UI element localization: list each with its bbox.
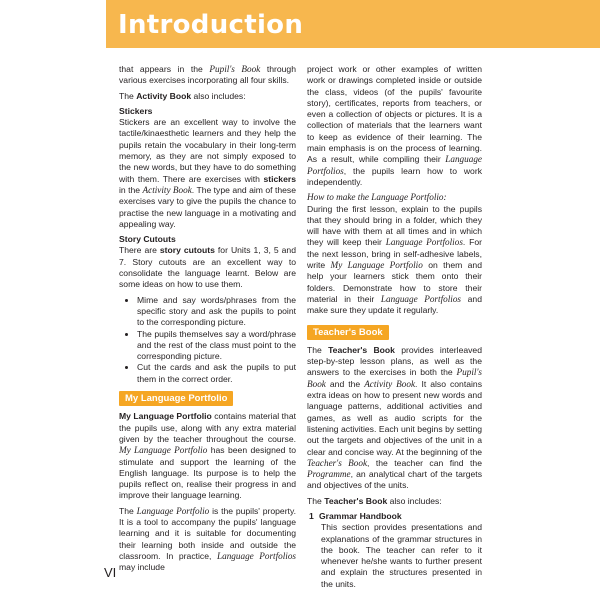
page-title: Introduction <box>118 10 304 40</box>
teachers-book-paragraph: The Teacher's Book provides interleaved step-by-step lesson plans, as well as the answers to the exercises in both the Pupil's Book and the Activity Book. It also contains extra ideas on how to present new words and language patterns, additional activities and games, as well as audio scripts for the listening activities. Each unit begins by setting out the targets and objectives of the unit in a clear and concise way. At the beginning of the Teacher's Book, the teacher can find the Programme, an analytical chart of the targets and objectives of the units. <box>307 344 482 491</box>
my-language-portfolio-paragraph: My Language Portfolio contains material that the pupils use, along with any extra material given by the teacher throughout the course. My Language Portfolio has been designed to stimulate and support the learning of the English language. Its purpose is to help the pupils reflect on, realise their progress in and improve their language learning. <box>119 411 296 501</box>
story-cutouts-list <box>119 295 296 385</box>
grammar-handbook-title: 1 Grammar Handbook <box>309 510 402 521</box>
language-portfolio-paragraph: The Language Portfolio is the pupils' property. It is a tool to accompany the pupils' language learning and it is suitable for documenting their learning both inside and outside the classroom. In practice, Language Portfolios may include <box>119 505 296 573</box>
left-column <box>119 64 296 577</box>
teachers-book-list <box>307 511 482 590</box>
teachers-book-heading: Teacher's Book <box>307 325 389 340</box>
stickers-paragraph: Stickers are an excellent way to involve the tactile/kinaesthetic learners and they help the pupils retain the vocabulary in their long-term memory, as they are not simply exposed to the new words, but they have to do something with them. There are exercises with stickers in the Activity Book. The type and aim of these exercises vary to give the pupils the chance to practise the new language in a motivating and appealing way. <box>119 117 296 229</box>
right-column <box>307 64 482 590</box>
how-to-make-title: How to make the Language Portfolio: <box>307 192 447 203</box>
list-item: • Mime and say words/phrases from the specific story and ask the pupils to point to the corresponding picture. <box>137 295 296 329</box>
list-item <box>309 510 482 590</box>
stickers-title: Stickers <box>119 105 153 116</box>
activity-book-intro: The Activity Book also includes: <box>119 90 246 101</box>
intro-paragraph: that appears in the Pupil's Book through various exercises incorporating all four skills. <box>119 64 296 86</box>
my-language-portfolio-heading: My Language Portfolio <box>119 391 233 406</box>
page-number: VI <box>104 565 117 580</box>
teachers-book-includes: The Teacher's Book also includes: <box>307 495 442 506</box>
portfolio-continued-paragraph: project work or other examples of written work or drawings completed inside or outside the class, videos (of the pupils' favourite story), certificates, reports from teachers, or even a collection of objects or pictures. It is a collection of materials that the learners want to keep as evidence of their learning. The main emphasis is on the process of learning. As a result, while compiling their Language Portfolios, the pupils learn how to work independently. <box>307 64 482 187</box>
list-item: • The pupils themselves say a word/phrase and the rest of the class must point to the corresponding picture. <box>137 329 296 363</box>
header-banner <box>106 0 600 48</box>
story-cutouts-title: Story Cutouts <box>119 234 176 245</box>
story-cutouts-paragraph: There are story cutouts for Units 1, 3, 5 and 7. Story cutouts are an excellent way to consolidate the language learnt. Below are some ideas on how to use them. <box>119 245 296 290</box>
how-to-make-paragraph: During the first lesson, explain to the pupils that they should bring in a folder, which they will have with them at all times and in which they will keep their Language Portfolios. For the next lesson, bring in self-adhesive labels, write My Language Portfolio on them and help your learners stick them onto their folders. Demonstrate how to store their material in their Language Portfolios and make sure they update it regularly. <box>307 203 482 316</box>
grammar-handbook-text: This section provides presentations and explanations of the grammar structures in the book. The teacher can refer to it whenever he/she wants to further present and explain the structures presented in the units. <box>321 522 482 589</box>
list-item: • Cut the cards and ask the pupils to put them in the correct order. <box>137 362 296 385</box>
